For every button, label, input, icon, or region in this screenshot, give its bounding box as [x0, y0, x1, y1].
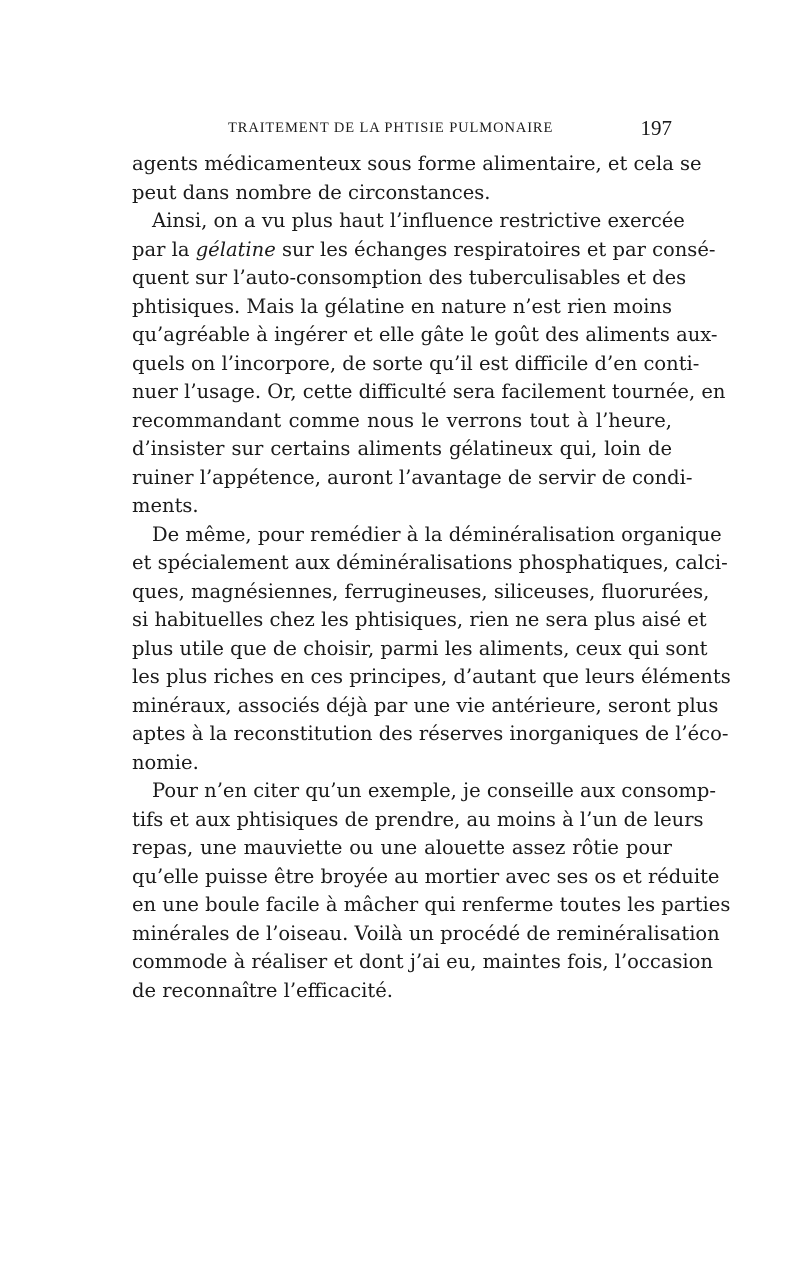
- text-line: nuer l’usage. Or, cette difficulté sera facilement tournée, en: [132, 380, 726, 403]
- text-line: ques, magnésiennes, ferrugineuses, siliceuses, fluorurées,: [132, 579, 710, 603]
- text-line: repas, une mauviette ou une alouette assez rôtie pour: [132, 836, 672, 859]
- text-line: phtisiques. Mais la gélatine en nature n’est rien moins: [132, 294, 672, 318]
- text-line: minérales de l’oiseau. Voilà un procédé de reminéralisation: [132, 921, 720, 945]
- text-line: quels on l’incorpore, de sorte qu’il est difficile d’en conti-: [132, 351, 700, 375]
- paragraph-start-line: Ainsi, on a vu plus haut l’influence restrictive exercée: [152, 209, 685, 232]
- text-line: [132, 236, 716, 265]
- paragraph-start-line: De même, pour remédier à la déminéralisation organique: [152, 522, 722, 546]
- running-title: TRAITEMENT DE LA PHTISIE PULMONAIRE: [228, 120, 554, 136]
- body-text: [132, 150, 731, 1005]
- italic-term: gélatine: [195, 237, 276, 261]
- text-line: commode à réaliser et dont j’ai eu, maintes fois, l’occasion: [132, 950, 713, 973]
- text-line: plus utile que de choisir, parmi les aliments, ceux qui sont: [132, 636, 708, 660]
- text-line: agents médicamenteux sous forme alimentaire, et cela se: [132, 152, 702, 175]
- text-line: qu’agréable à ingérer et elle gâte le goût des aliments aux-: [132, 323, 718, 346]
- text-line: aptes à la reconstitution des réserves inorganiques de l’éco-: [132, 722, 729, 745]
- text-line: si habituelles chez les phtisiques, rien ne sera plus aisé et: [132, 608, 707, 631]
- text-line: quent sur l’auto-consomption des tuberculisables et des: [132, 266, 687, 289]
- text-line: tifs et aux phtisiques de prendre, au moins à l’un de leurs: [132, 807, 704, 831]
- text-fragment: par la: [132, 237, 196, 261]
- text-line: peut dans nombre de circonstances.: [132, 180, 491, 204]
- text-line: nomie.: [132, 750, 199, 774]
- text-line: ruiner l’appétence, auront l’avantage de servir de condi-: [132, 465, 693, 489]
- text-line: les plus riches en ces principes, d’autant que leurs éléments: [132, 665, 731, 688]
- text-line: en une boule facile à mâcher qui renferme toutes les parties: [132, 893, 731, 916]
- text-line: et spécialement aux déminéralisations phosphatiques, calci-: [132, 551, 728, 574]
- text-line: d’insister sur certains aliments gélatineux qui, loin de: [132, 437, 672, 460]
- text-line: recommandant comme nous le verrons tout à l’heure,: [132, 408, 672, 432]
- text-line: de reconnaître l’efficacité.: [132, 978, 393, 1002]
- text-line: ments.: [132, 494, 199, 517]
- paragraph-start-line: Pour n’en citer qu’un exemple, je conseille aux consomp-: [152, 779, 716, 802]
- page-number: 197: [640, 116, 672, 140]
- text-fragment: sur les échanges respiratoires et par consé-: [281, 237, 716, 261]
- text-line: minéraux, associés déjà par une vie antérieure, seront plus: [132, 693, 719, 717]
- text-line: qu’elle puisse être broyée au mortier avec ses os et réduite: [132, 864, 720, 888]
- running-head: [132, 116, 672, 146]
